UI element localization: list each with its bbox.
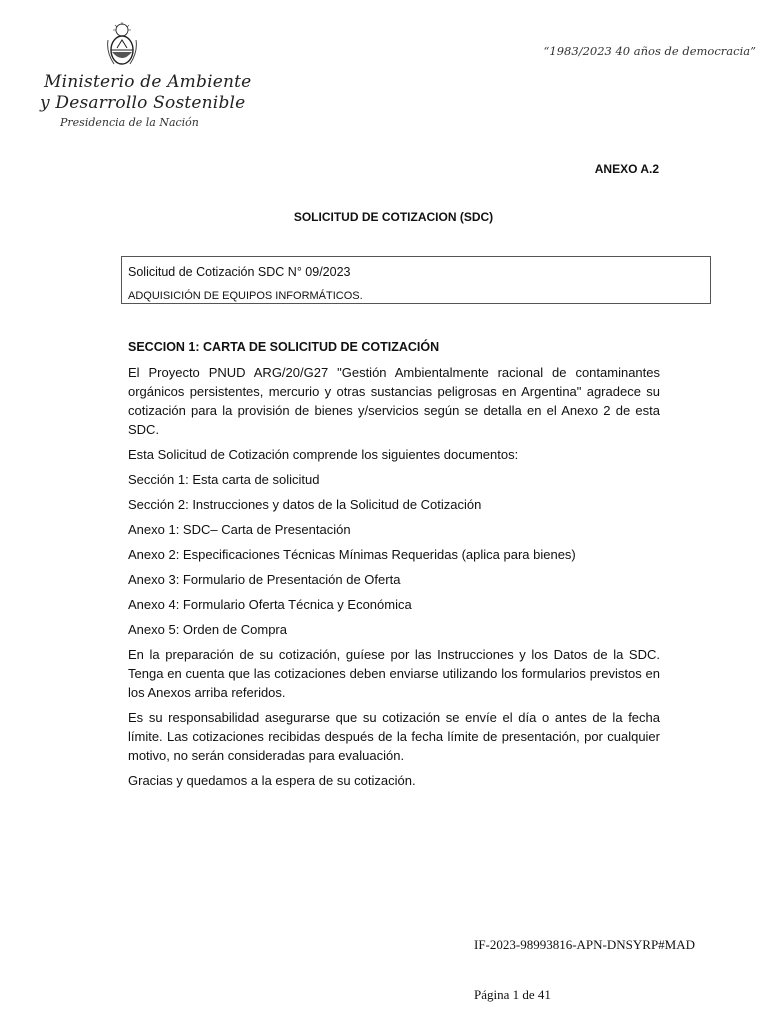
responsibility-paragraph: Es su responsabilidad asegurarse que su cotización se envíe el día o antes de la fecha límite. Las cotizaciones recibidas después de la fecha límite de presentación, por cualquier motivo, no serán consideradas para evaluación. — [128, 710, 660, 763]
presidencia-subtitle: Presidencia de la Nación — [60, 116, 199, 129]
request-subject: ADQUISICIÓN DE EQUIPOS INFORMÁTICOS. — [128, 290, 363, 302]
document-item: Anexo 1: SDC– Carta de Presentación — [128, 522, 351, 537]
request-info-box — [121, 256, 711, 304]
page-number: Página 1 de 41 — [474, 987, 551, 1002]
document-item: Anexo 2: Especificaciones Técnicas Mínimas Requeridas (aplica para bienes) — [128, 547, 576, 562]
request-number: Solicitud de Cotización SDC N° 09/2023 — [128, 265, 351, 279]
documents-intro: Esta Solicitud de Cotización comprende los siguientes documentos: — [128, 447, 519, 462]
ministry-name-line2: y Desarrollo Sostenible — [40, 93, 246, 113]
closing-line: Gracias y quedamos a la espera de su cotización. — [128, 773, 416, 788]
section-title: SECCION 1: CARTA DE SOLICITUD DE COTIZACIÓN — [128, 340, 440, 354]
coat-of-arms-emblem — [104, 22, 140, 68]
intro-paragraph: El Proyecto PNUD ARG/20/G27 "Gestión Ambientalmente racional de contaminantes orgánicos persistentes, mercurio y otras sustancias peligrosas en Argentina" agradece su cotización para la provisión de bienes y/servicios según se detalla en el Anexo 2 de esta SDC. — [128, 365, 660, 437]
annex-label: ANEXO A.2 — [594, 162, 659, 176]
document-title: SOLICITUD DE COTIZACION (SDC) — [293, 210, 494, 224]
document-item: Anexo 4: Formulario Oferta Técnica y Económica — [128, 597, 412, 612]
democracy-motto: “1983/2023 40 años de democracia” — [543, 44, 756, 58]
section-1-content — [128, 338, 660, 790]
preparation-paragraph: En la preparación de su cotización, guíese por las Instrucciones y los Datos de la SDC. Tenga en cuenta que las cotizaciones deben enviarse utilizando los formularios previstos en los Anexos arriba referidos. — [128, 647, 660, 700]
document-item: Anexo 3: Formulario de Presentación de Oferta — [128, 572, 401, 587]
document-reference: IF-2023-98993816-APN-DNSYRP#MAD — [474, 937, 696, 952]
ministry-name-line1: Ministerio de Ambiente — [44, 72, 252, 92]
document-item: Sección 2: Instrucciones y datos de la Solicitud de Cotización — [128, 497, 482, 512]
document-item: Anexo 5: Orden de Compra — [128, 622, 287, 637]
document-item: Sección 1: Esta carta de solicitud — [128, 472, 320, 487]
